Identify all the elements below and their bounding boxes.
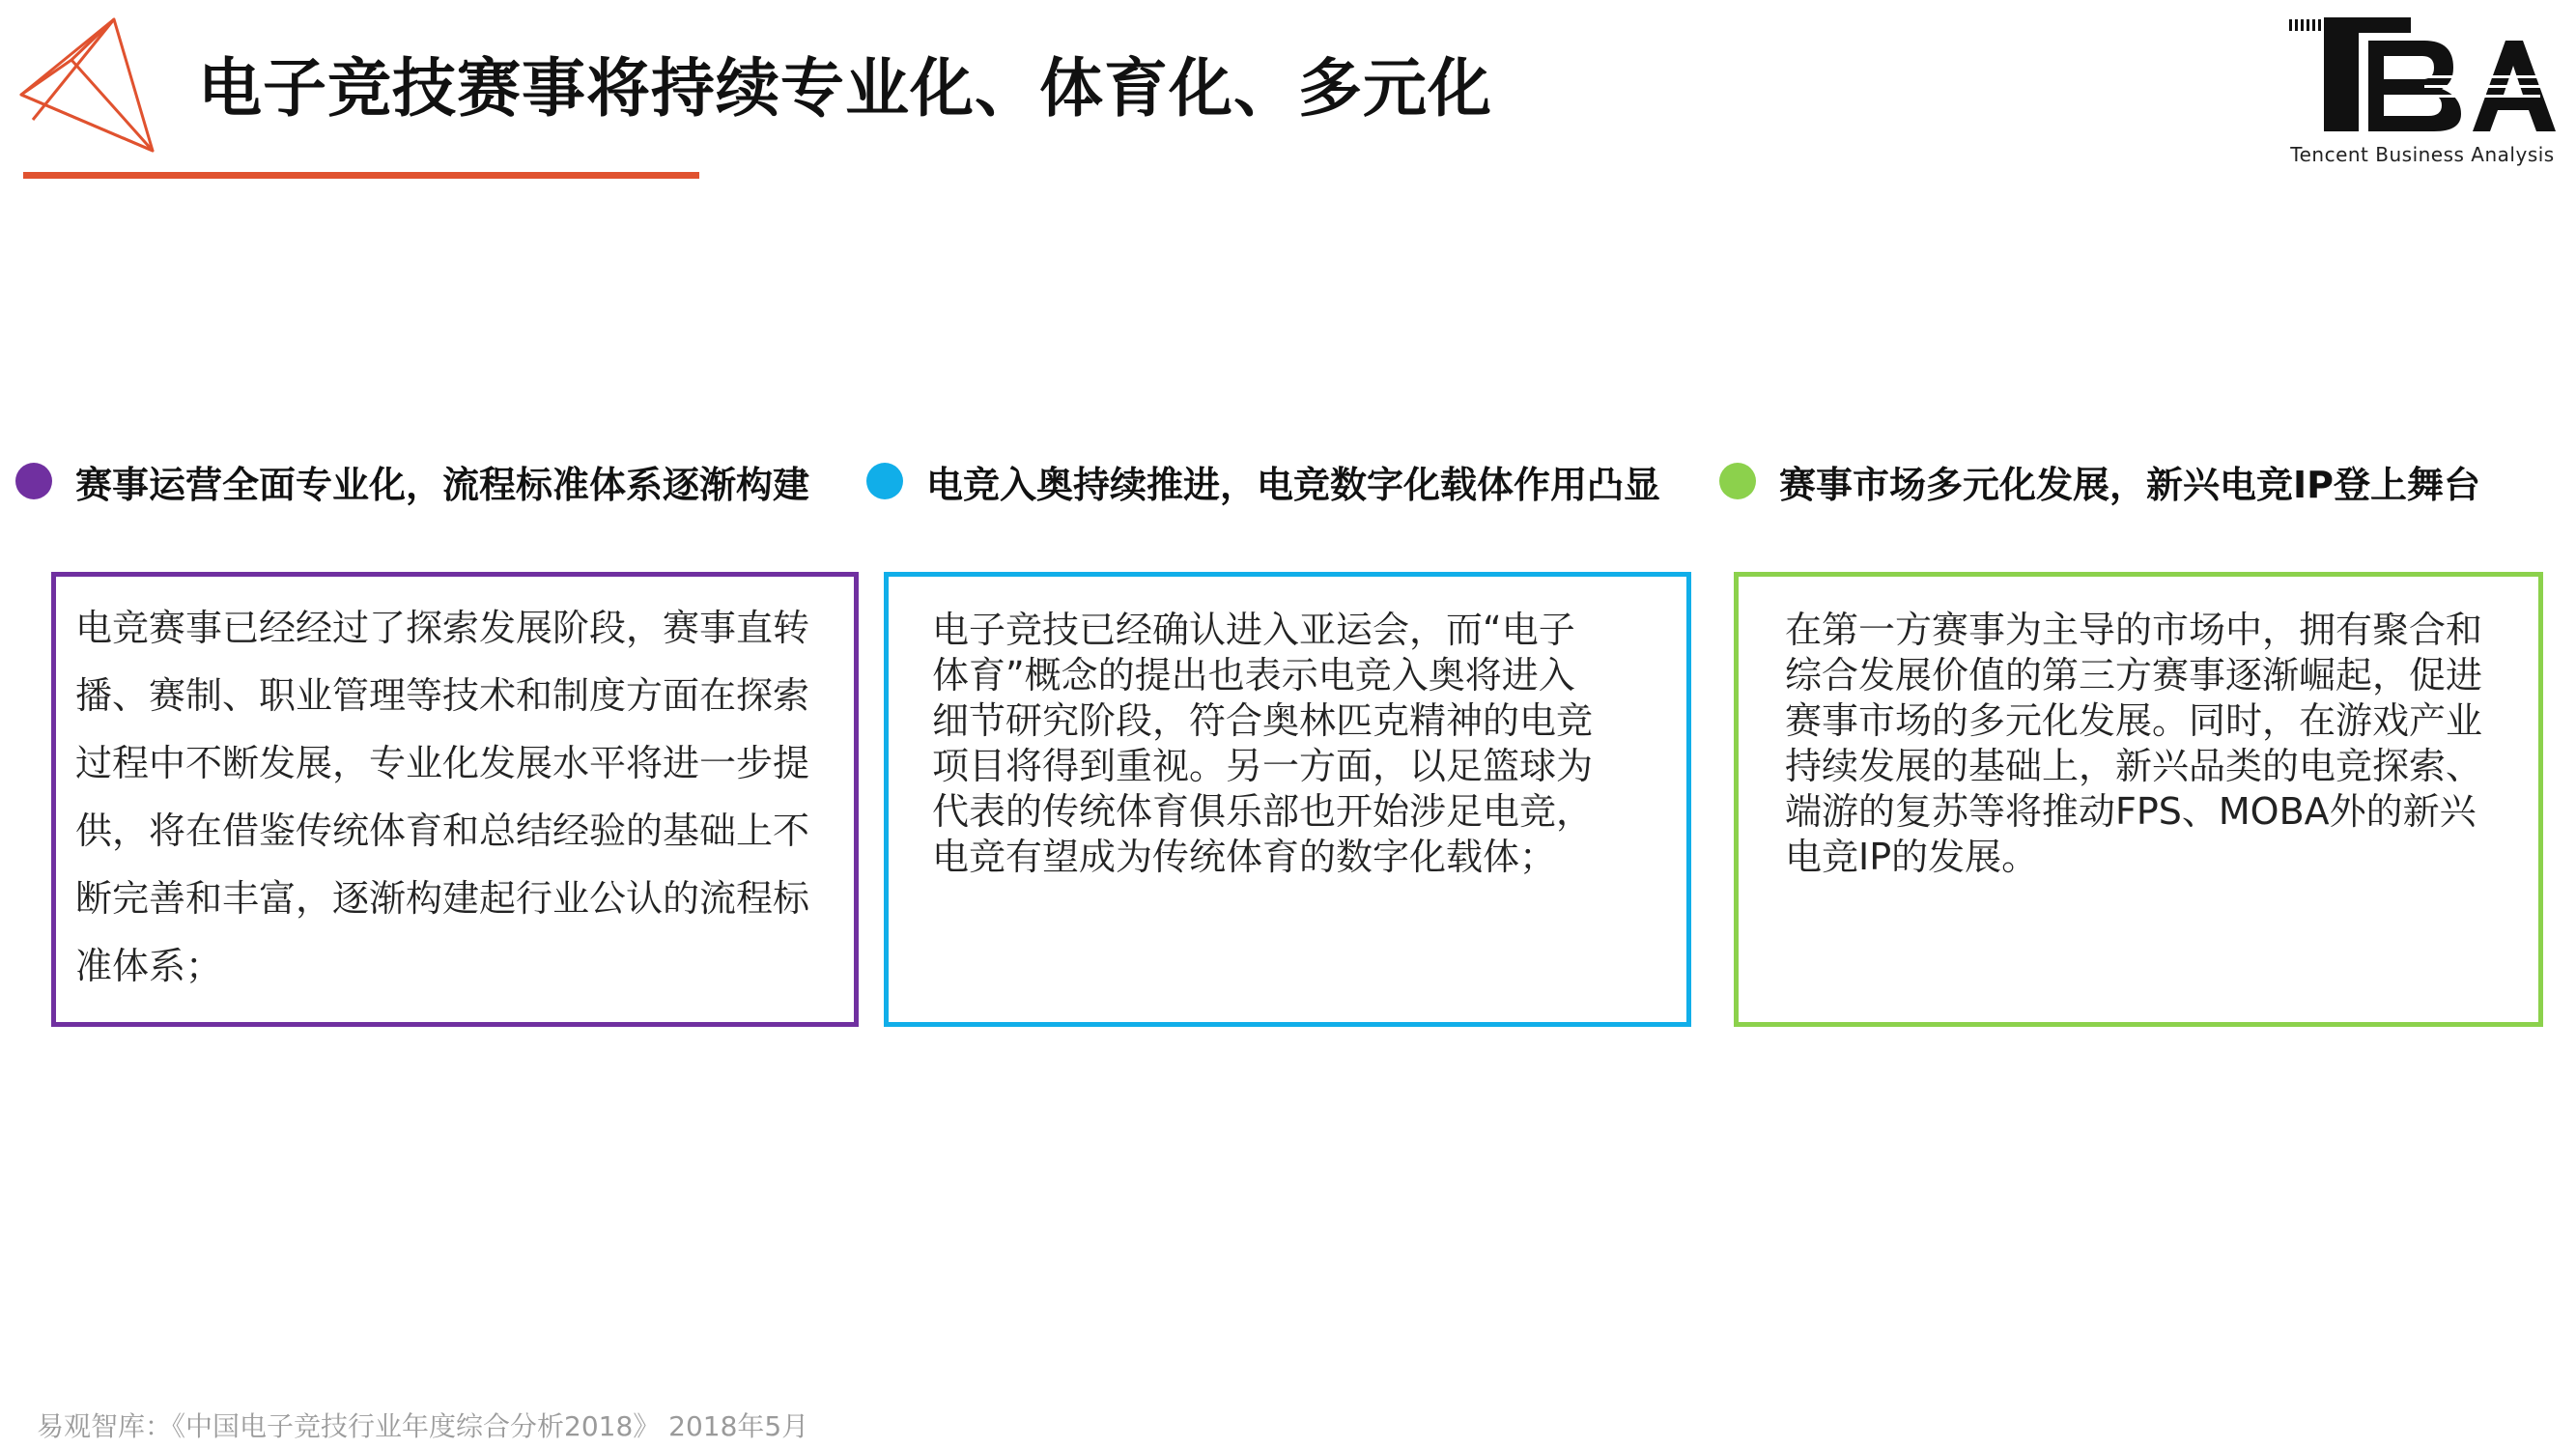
heading-text: 赛事运营全面专业化，流程标准体系逐渐构建 — [75, 463, 810, 506]
page-title: 电子竞技赛事将持续专业化、体育化、多元化 — [198, 51, 1492, 126]
box-body-text: 电子竞技已经确认进入亚运会，而“电子 体育”概念的提出也表示电竞入奥将进入 细节研究阶段，符合奥林匹克精神的电竞 项目将得到重视。另一方面，以足篮球为 代表的传统体育俱乐部也开始涉足电竞， 电竞有望成为传统体育的数字化载体； — [932, 609, 1594, 878]
heading-text: 电竞入奥持续推进，电竞数字化载体作用凸显 — [926, 463, 1661, 506]
blue-bullet-icon — [866, 463, 903, 499]
box-body-text: 电竞赛事已经经过了探索发展阶段，赛事直转 播、赛制、职业管理等技术和制度方面在探索 过程中不断发展，专业化发展水平将进一步提 供，将在借鉴传统体育和总结经验的基础上不 断完善和丰富，逐渐构建起行业公认的流程标 准体系； — [75, 607, 810, 987]
heading-diversification — [1719, 454, 2480, 508]
content-box-diversification — [1734, 572, 2543, 1027]
purple-bullet-icon — [15, 463, 52, 499]
title-underline — [23, 172, 699, 179]
box-body-text: 在第一方赛事为主导的市场中，拥有聚合和 综合发展价值的第三方赛事逐渐崛起，促进 赛事市场的多元化发展。同时，在游戏产业 持续发展的基础上，新兴品类的电竞探索、 端游的复苏等将推动FPS、MOBA外的新兴 电竞IP的发展。 — [1785, 609, 2483, 878]
content-box-olympic — [884, 572, 1691, 1027]
heading-text: 赛事市场多元化发展，新兴电竞IP登上舞台 — [1779, 463, 2480, 506]
content-box-professionalization — [51, 572, 859, 1027]
source-citation: 易观智库：《中国电子竞技行业年度综合分析2018》 2018年5月 — [37, 1410, 809, 1442]
brand-tagline: Tencent Business Analysis — [2290, 143, 2555, 166]
heading-olympic — [866, 454, 1660, 508]
green-bullet-icon — [1719, 463, 1756, 499]
heading-professionalization — [15, 454, 809, 508]
triangle-logo-icon — [14, 14, 158, 158]
